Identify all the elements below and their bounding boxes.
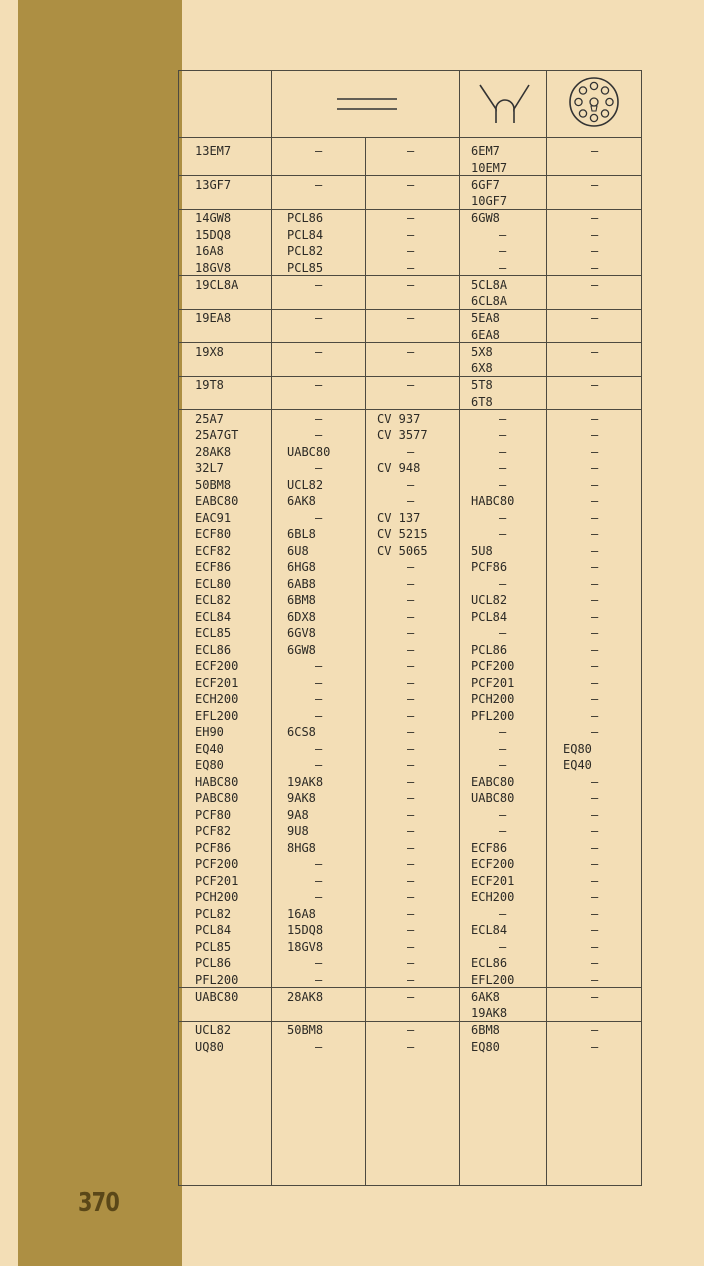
tube-type: ECF82 <box>195 543 232 558</box>
tube-equivalent: 6X8 <box>471 361 493 375</box>
pin-socket-icon <box>567 75 621 129</box>
tube-equivalent: UABC80 <box>471 791 515 805</box>
tube-equivalent: – <box>407 477 415 492</box>
tube-equivalent: – <box>499 939 507 954</box>
tube-equivalent: – <box>315 708 323 723</box>
tube-equivalent: UCL82 <box>287 477 324 492</box>
tube-equivalent: 16A8 <box>287 906 316 921</box>
tube-equivalent: – <box>591 890 599 904</box>
tube-equivalent: – <box>591 593 599 607</box>
tube-type: PFL200 <box>195 972 239 987</box>
tube-equivalent: – <box>407 741 415 756</box>
tube-equivalent: ECF86 <box>471 840 508 855</box>
tube-equivalent: 6DX8 <box>287 609 316 624</box>
tube-equivalent: – <box>591 344 599 359</box>
tube-type: 28AK8 <box>195 444 232 459</box>
tube-equivalent: – <box>591 227 599 242</box>
tube-equivalent: – <box>499 461 507 475</box>
tube-equivalent: – <box>591 411 599 426</box>
tube-equivalent: UABC80 <box>287 444 331 459</box>
tube-equivalent: – <box>315 659 323 673</box>
tube-equivalent: 15DQ8 <box>287 923 324 937</box>
tube-equivalent: 6EM7 <box>471 144 500 158</box>
tube-type: UABC80 <box>195 989 239 1004</box>
tube-equivalent: 8HG8 <box>287 840 316 855</box>
tube-equivalent: – <box>591 609 599 624</box>
tube-equivalent: – <box>315 277 323 292</box>
tube-equivalent: 10GF7 <box>471 194 508 208</box>
tube-equivalent: – <box>315 692 323 706</box>
tube-equivalent: PCF201 <box>471 675 515 690</box>
tube-type: 19CL8A <box>195 277 239 292</box>
tube-equivalent: – <box>407 211 415 225</box>
tube-equivalent: – <box>407 227 415 242</box>
tube-type: ECL86 <box>195 642 232 657</box>
tube-type: ECF200 <box>195 659 239 673</box>
tube-equivalent: 6GV8 <box>287 626 316 640</box>
tube-equivalent: 6BM8 <box>287 593 316 607</box>
tube-type: PABC80 <box>195 791 239 805</box>
tube-type: 19EA8 <box>195 311 232 325</box>
tube-equivalent: – <box>315 344 323 359</box>
tube-type: PCF86 <box>195 840 232 855</box>
tube-equivalent: CV 948 <box>377 461 421 475</box>
tube-equivalent: 6AB8 <box>287 576 316 591</box>
tube-equivalent: – <box>315 378 323 392</box>
tube-type: PCH200 <box>195 890 239 904</box>
tube-type: ECH200 <box>195 692 239 706</box>
header-divider <box>179 137 641 138</box>
tube-equivalent: UCL82 <box>471 593 508 607</box>
tube-equivalent: 6AK8 <box>471 989 500 1004</box>
tube-equivalent: – <box>407 560 415 574</box>
tube-equivalent: – <box>407 311 415 325</box>
tube-type: 14GW8 <box>195 211 232 225</box>
column-divider <box>459 71 460 1185</box>
tube-equivalent: – <box>407 177 415 192</box>
tube-type: ECF80 <box>195 527 232 541</box>
tube-equivalent: – <box>591 873 599 888</box>
tube-equivalent: – <box>499 244 507 258</box>
tube-equivalent: ECL84 <box>471 923 508 937</box>
tube-equivalent: – <box>591 510 599 525</box>
tube-equivalent: 5U8 <box>471 543 493 558</box>
tube-equivalent: – <box>591 692 599 706</box>
tube-equivalent: 6U8 <box>287 543 309 558</box>
tube-equivalent: 18GV8 <box>287 939 324 954</box>
tube-equivalent: – <box>591 708 599 723</box>
tube-equivalent: – <box>407 593 415 607</box>
tube-equivalent: 5T8 <box>471 378 493 392</box>
tube-equivalent: – <box>591 461 599 475</box>
tube-equivalent: – <box>591 626 599 640</box>
tube-equivalent: EQ40 <box>563 758 592 772</box>
heater-tube-icon <box>474 79 534 127</box>
tube-equivalent: – <box>407 725 415 739</box>
tube-equivalent: – <box>315 411 323 426</box>
tube-equivalent: PCL82 <box>287 244 324 258</box>
tube-equivalent: – <box>591 177 599 192</box>
tube-equivalent: – <box>591 774 599 789</box>
tube-equivalent: 19AK8 <box>471 1006 508 1020</box>
tube-equivalent: – <box>407 857 415 871</box>
tube-equivalent: – <box>407 774 415 789</box>
tube-equivalent: PCL84 <box>287 227 324 242</box>
tube-equivalent: – <box>499 741 507 756</box>
tube-equivalent: CV 137 <box>377 510 421 525</box>
tube-equivalent: – <box>591 659 599 673</box>
equivalent-icon <box>331 93 403 115</box>
tube-equivalent: CV 5065 <box>377 543 428 558</box>
tube-type: 15DQ8 <box>195 227 232 242</box>
tube-type: 18GV8 <box>195 260 232 275</box>
tube-equivalent: – <box>315 741 323 756</box>
tube-equivalent: 6BM8 <box>471 1023 500 1037</box>
tube-equivalent: – <box>407 675 415 690</box>
tube-equivalent: – <box>499 725 507 739</box>
tube-type: ECF86 <box>195 560 232 574</box>
tube-equivalent: – <box>407 824 415 838</box>
tube-equivalent: – <box>499 260 507 275</box>
tube-equivalent: PCL85 <box>287 260 324 275</box>
tube-equivalent: 6BL8 <box>287 527 316 541</box>
tube-equivalent: CV 5215 <box>377 527 428 541</box>
tube-equivalent: – <box>315 857 323 871</box>
tube-equivalent: – <box>407 277 415 292</box>
tube-equivalent: – <box>407 444 415 459</box>
tube-type: UQ80 <box>195 1039 224 1054</box>
tube-equivalent: ECL86 <box>471 956 508 970</box>
tube-type: EFL200 <box>195 708 239 723</box>
tube-equivalent: PCF86 <box>471 560 508 574</box>
column-divider <box>271 71 272 1185</box>
tube-equivalent: – <box>315 1039 323 1054</box>
tube-equivalent: – <box>499 510 507 525</box>
tube-equivalent: – <box>591 857 599 871</box>
tube-equivalent: – <box>591 824 599 838</box>
tube-equivalent: – <box>499 758 507 772</box>
tube-equivalent: – <box>407 989 415 1004</box>
tube-equivalent: CV 937 <box>377 411 421 426</box>
tube-equivalent: – <box>591 211 599 225</box>
tube-equivalent: – <box>591 642 599 657</box>
tube-equivalent: – <box>591 244 599 258</box>
tube-equivalent: – <box>591 725 599 739</box>
tube-type: 19X8 <box>195 344 224 359</box>
tube-equivalent: – <box>591 560 599 574</box>
tube-equivalent: – <box>499 527 507 541</box>
tube-equivalent: – <box>407 378 415 392</box>
tube-type: PCF201 <box>195 873 239 888</box>
tube-type: 19T8 <box>195 378 224 392</box>
tube-equivalent: – <box>407 1039 415 1054</box>
tube-equivalent: 5CL8A <box>471 277 508 292</box>
tube-equivalent: – <box>407 840 415 855</box>
column-divider <box>365 137 366 1185</box>
tube-equivalent: – <box>499 444 507 459</box>
tube-equivalent: – <box>591 939 599 954</box>
tube-equivalent: PFL200 <box>471 708 515 723</box>
tube-type: PCL86 <box>195 956 232 970</box>
tube-type: ECL80 <box>195 576 232 591</box>
tube-type: EABC80 <box>195 494 239 508</box>
tube-equivalent: 6GW8 <box>471 211 500 225</box>
tube-equivalent: – <box>591 576 599 591</box>
tube-equivalent: 6HG8 <box>287 560 316 574</box>
tube-equivalent: – <box>407 609 415 624</box>
tube-equivalent: – <box>407 956 415 970</box>
column-divider <box>546 71 547 1185</box>
tube-equivalent: – <box>315 461 323 475</box>
tube-equivalent: 6GF7 <box>471 177 500 192</box>
tube-equivalent: – <box>407 972 415 987</box>
tube-equivalent: HABC80 <box>471 494 515 508</box>
tube-equivalent: 5EA8 <box>471 311 500 325</box>
tube-equivalent: – <box>499 576 507 591</box>
tube-equivalent: – <box>591 1023 599 1037</box>
tube-equivalent: – <box>591 807 599 822</box>
tube-equivalent: ECF201 <box>471 873 515 888</box>
tube-equivalent: – <box>407 344 415 359</box>
tube-equivalent: – <box>407 791 415 805</box>
tube-equivalent: – <box>499 807 507 822</box>
tube-equivalent: – <box>407 659 415 673</box>
tube-equivalent: – <box>407 576 415 591</box>
tube-equivalent: PCL86 <box>471 642 508 657</box>
tube-equivalent: 19AK8 <box>287 774 324 789</box>
tube-equivalent: – <box>591 923 599 937</box>
tube-equivalent: PCH200 <box>471 692 515 706</box>
tube-equivalent: 9U8 <box>287 824 309 838</box>
tube-equivalent: – <box>499 428 507 442</box>
tube-equivalent: – <box>315 144 323 158</box>
tube-equivalent: – <box>407 626 415 640</box>
tube-type: EAC91 <box>195 510 232 525</box>
tube-equivalent: – <box>407 1023 415 1037</box>
tube-equivalent: – <box>407 873 415 888</box>
tube-type: 16A8 <box>195 244 224 258</box>
tube-equivalent: – <box>407 260 415 275</box>
tube-equivalent: 6GW8 <box>287 642 316 657</box>
tube-type: 32L7 <box>195 461 224 475</box>
tube-type: UCL82 <box>195 1023 232 1037</box>
tube-equivalent: – <box>591 477 599 492</box>
tube-type: 13GF7 <box>195 177 232 192</box>
tube-equivalent: – <box>591 1039 599 1054</box>
tube-equivalent: – <box>315 758 323 772</box>
tube-equivalent: – <box>591 311 599 325</box>
tube-equivalent: EFL200 <box>471 972 515 987</box>
tube-equivalent: – <box>315 675 323 690</box>
tube-equivalent: – <box>591 444 599 459</box>
tube-equivalent: – <box>407 494 415 508</box>
tube-equivalent: – <box>407 807 415 822</box>
tube-equivalent: – <box>315 510 323 525</box>
tube-equivalent: – <box>591 378 599 392</box>
tube-equivalent: – <box>591 906 599 921</box>
tube-equivalent: – <box>499 906 507 921</box>
tube-type: 25A7 <box>195 411 224 426</box>
tube-equivalent: 6AK8 <box>287 494 316 508</box>
tube-equivalent: – <box>591 494 599 508</box>
tube-equivalent: – <box>591 260 599 275</box>
tube-equivalent: 5X8 <box>471 344 493 359</box>
tube-type: ECF201 <box>195 675 239 690</box>
tube-equivalent: 50BM8 <box>287 1023 324 1037</box>
tube-type: EH90 <box>195 725 224 739</box>
side-strip <box>18 0 182 1266</box>
tube-type: 13EM7 <box>195 144 232 158</box>
tube-equivalent: – <box>407 144 415 158</box>
tube-equivalent: EQ80 <box>471 1039 500 1054</box>
tube-equivalent: – <box>407 923 415 937</box>
tube-type: EQ80 <box>195 758 224 772</box>
tube-equivalent: 6CL8A <box>471 294 508 308</box>
tube-equivalent: – <box>591 675 599 690</box>
tube-equivalent: – <box>591 277 599 292</box>
tube-type: PCL82 <box>195 906 232 921</box>
tube-equivalent: – <box>499 824 507 838</box>
tube-type: ECL84 <box>195 609 232 624</box>
tube-equivalent: ECF200 <box>471 857 515 871</box>
tube-equivalence-table <box>178 70 642 1186</box>
tube-type: HABC80 <box>195 774 239 789</box>
tube-equivalent: – <box>407 244 415 258</box>
tube-equivalent: EQ80 <box>563 741 592 756</box>
tube-equivalent: – <box>591 144 599 158</box>
tube-equivalent: – <box>591 428 599 442</box>
tube-equivalent: – <box>591 989 599 1004</box>
tube-type: 50BM8 <box>195 477 232 492</box>
tube-type: 25A7GT <box>195 428 239 442</box>
tube-equivalent: 10EM7 <box>471 160 508 175</box>
tube-equivalent: – <box>315 428 323 442</box>
tube-equivalent: – <box>315 956 323 970</box>
tube-equivalent: 9A8 <box>287 807 309 822</box>
tube-equivalent: – <box>591 956 599 970</box>
tube-equivalent: – <box>315 177 323 192</box>
tube-equivalent: CV 3577 <box>377 428 428 442</box>
tube-equivalent: PCF200 <box>471 659 515 673</box>
tube-equivalent: – <box>407 906 415 921</box>
tube-equivalent: – <box>591 840 599 855</box>
tube-equivalent: – <box>407 708 415 723</box>
tube-equivalent: – <box>591 543 599 558</box>
tube-equivalent: – <box>407 758 415 772</box>
tube-equivalent: 9AK8 <box>287 791 316 805</box>
tube-type: PCF80 <box>195 807 232 822</box>
tube-type: PCF82 <box>195 824 232 838</box>
tube-equivalent: – <box>315 873 323 888</box>
tube-equivalent: EABC80 <box>471 774 515 789</box>
tube-equivalent: – <box>499 477 507 492</box>
tube-equivalent: 6T8 <box>471 394 493 409</box>
tube-equivalent: – <box>591 791 599 805</box>
tube-equivalent: – <box>499 626 507 640</box>
tube-equivalent: – <box>407 642 415 657</box>
tube-equivalent: – <box>499 411 507 426</box>
tube-equivalent: – <box>407 692 415 706</box>
tube-equivalent: 6EA8 <box>471 327 500 342</box>
tube-equivalent: PCL84 <box>471 609 508 624</box>
tube-equivalent: 6CS8 <box>287 725 316 739</box>
tube-equivalent: ECH200 <box>471 890 515 904</box>
tube-equivalent: 28AK8 <box>287 989 324 1004</box>
tube-equivalent: PCL86 <box>287 211 324 225</box>
tube-equivalent: – <box>591 972 599 987</box>
tube-equivalent: – <box>315 890 323 904</box>
tube-equivalent: – <box>407 890 415 904</box>
tube-type: PCF200 <box>195 857 239 871</box>
tube-type: PCL85 <box>195 939 232 954</box>
tube-type: PCL84 <box>195 923 232 937</box>
tube-equivalent: – <box>315 311 323 325</box>
tube-equivalent: – <box>591 527 599 541</box>
tube-equivalent: – <box>407 939 415 954</box>
tube-type: ECL85 <box>195 626 232 640</box>
tube-type: ECL82 <box>195 593 232 607</box>
tube-equivalent: – <box>315 972 323 987</box>
tube-equivalent: – <box>499 227 507 242</box>
page-number: 370 <box>78 1188 120 1218</box>
tube-type: EQ40 <box>195 741 224 756</box>
